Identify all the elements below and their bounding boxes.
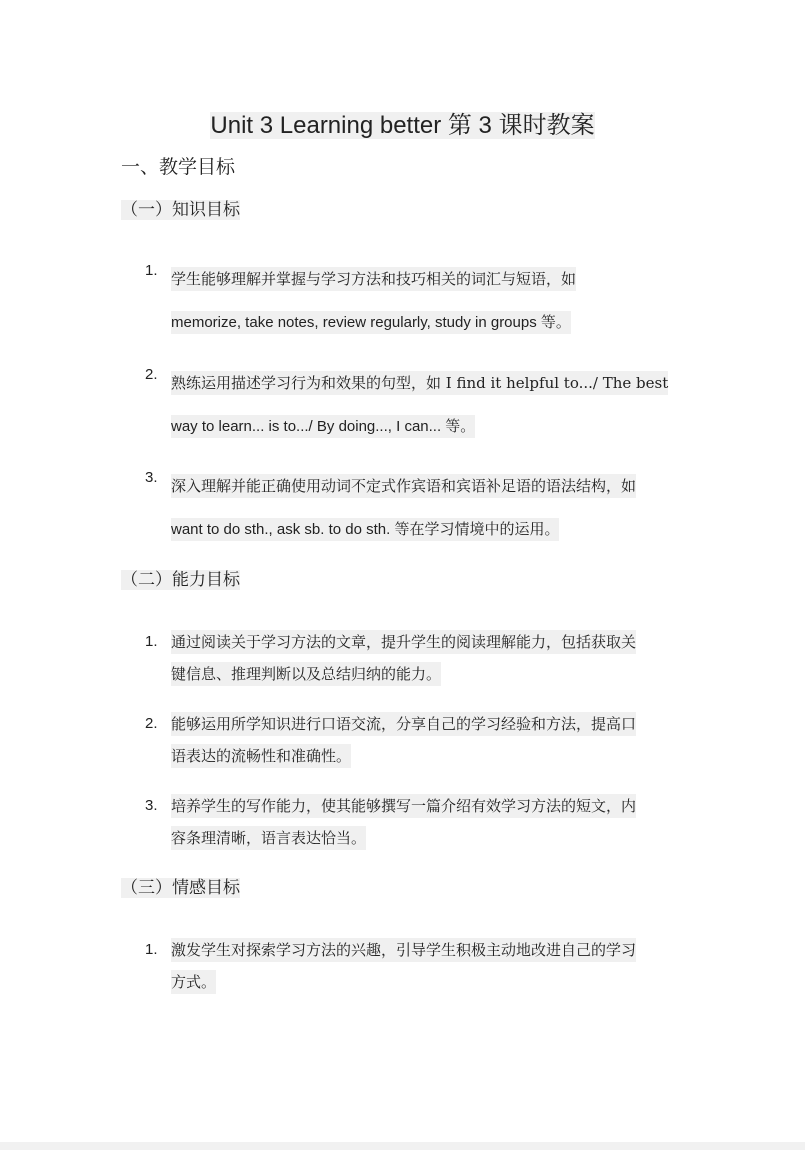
list-item-line: 能够运用所学知识进行口语交流，分享自己的学习经验和方法，提高口 (171, 712, 636, 736)
document-title (0, 106, 805, 146)
heading-emotion-text: （三）情感目标 (121, 878, 240, 898)
list-item-number: 1. (145, 633, 158, 650)
document-title-text: Unit 3 Learning better 第 3 课时教案 (210, 112, 595, 139)
list-item-number: 1. (145, 941, 158, 958)
section-teaching-objectives: 一、教学目标 (121, 156, 236, 178)
heading-emotion-objectives (121, 875, 240, 901)
list-item-number: 3. (145, 469, 158, 486)
list-item-line: 语表达的流畅性和准确性。 (171, 744, 351, 768)
list-item-line: want to do sth., ask sb. to do sth. 等在学习情境中的运用。 (171, 518, 559, 541)
list-item-text (171, 465, 685, 551)
list-item (145, 708, 685, 772)
list-item-line: 激发学生对探索学习方法的兴趣，引导学生积极主动地改进自己的学习 (171, 938, 636, 962)
list-item-number: 3. (145, 797, 158, 814)
list-item-number: 2. (145, 366, 158, 383)
list-item-line: 深入理解并能正确使用动词不定式作宾语和宾语补足语的语法结构，如 (171, 474, 636, 498)
list-item-number: 1. (145, 262, 158, 279)
list-item-line: 方式。 (171, 970, 216, 994)
list-item-line: 键信息、推理判断以及总结归纳的能力。 (171, 662, 441, 686)
list-item-line: memorize, take notes, review regularly, study in groups 等。 (171, 311, 571, 334)
heading-ability-objectives (121, 567, 240, 593)
list-item (145, 465, 685, 551)
list-item-text (171, 362, 685, 448)
list-item-line: 熟练运用描述学习行为和效果的句型，如 I find it helpful to.../ The best (171, 371, 668, 395)
list-item-text (171, 934, 685, 998)
list-item-line: 通过阅读关于学习方法的文章，提升学生的阅读理解能力，包括获取关 (171, 630, 636, 654)
list-item-line: 培养学生的写作能力，使其能够撰写一篇介绍有效学习方法的短文，内 (171, 794, 636, 818)
list-item (145, 934, 685, 998)
list-item-line: way to learn... is to.../ By doing..., I can... 等。 (171, 415, 475, 438)
list-item-number: 2. (145, 715, 158, 732)
heading-ability-text: （二）能力目标 (121, 570, 240, 590)
list-item (145, 790, 685, 854)
list-item-line: 容条理清晰，语言表达恰当。 (171, 826, 366, 850)
list-item-text (171, 626, 685, 690)
list-item (145, 362, 685, 448)
list-item (145, 626, 685, 690)
list-item-text (171, 790, 685, 854)
list-item (145, 258, 685, 344)
heading-knowledge-objectives (121, 197, 240, 223)
heading-knowledge-text: （一）知识目标 (121, 200, 240, 220)
list-item-line: 学生能够理解并掌握与学习方法和技巧相关的词汇与短语，如 (171, 267, 576, 291)
list-item-text (171, 708, 685, 772)
list-item-text (171, 258, 685, 344)
